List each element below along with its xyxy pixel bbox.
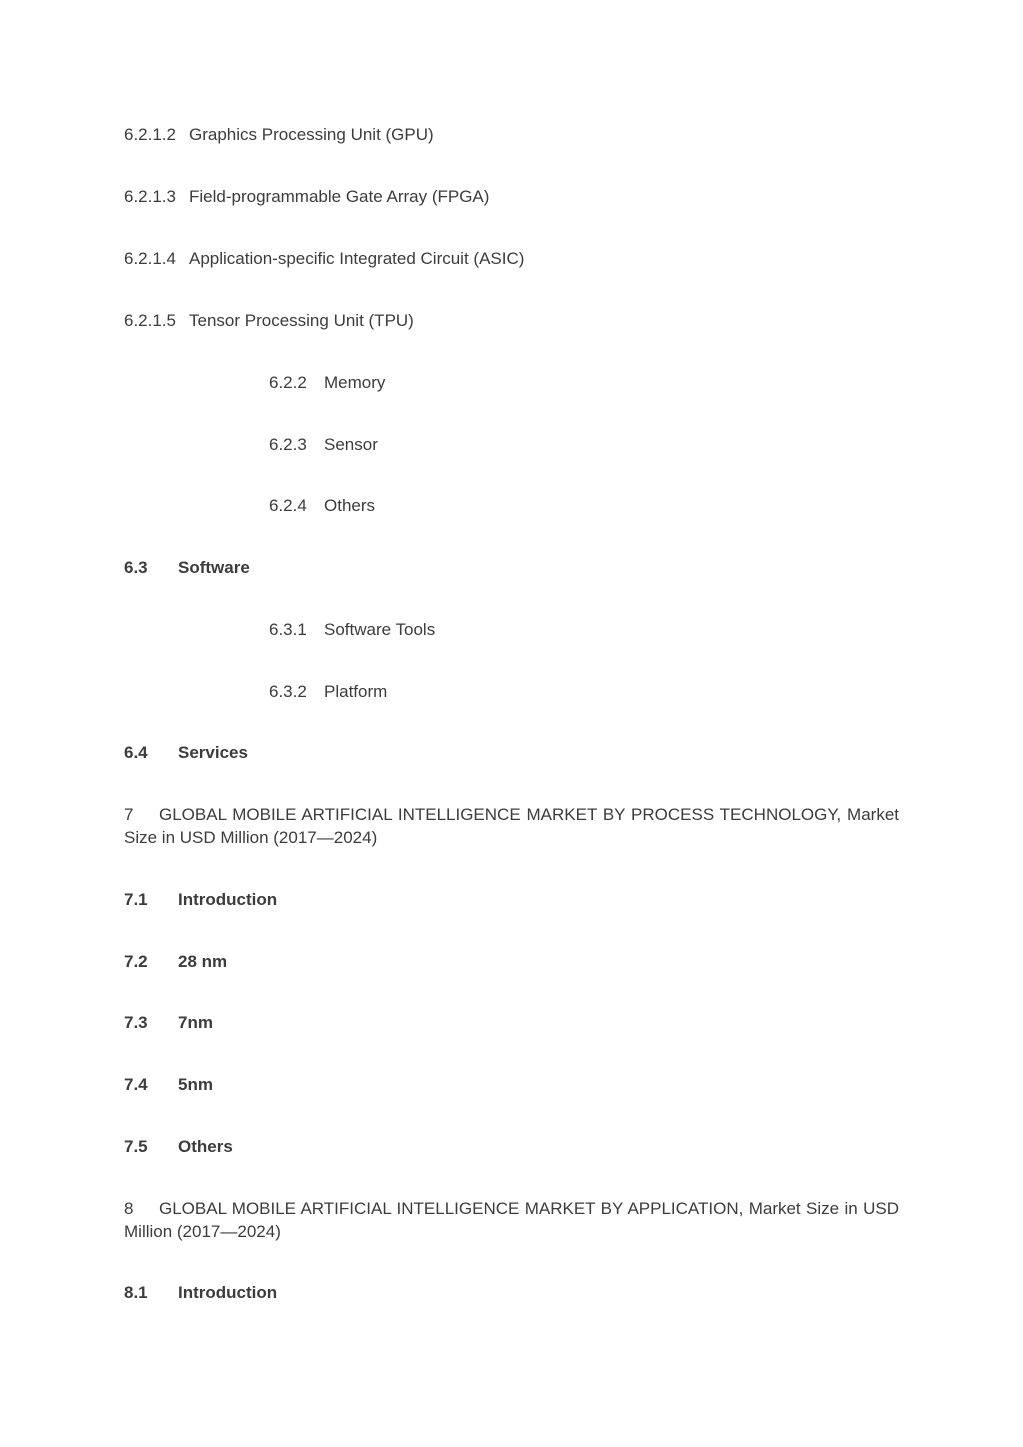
section-title: Introduction — [178, 890, 278, 909]
section-title: Software Tools — [324, 620, 436, 639]
section-title: Application-specific Integrated Circuit (ASIC) — [189, 249, 525, 268]
section-title: Memory — [324, 373, 386, 392]
section-title: Graphics Processing Unit (GPU) — [189, 125, 434, 144]
toc-entry — [124, 125, 434, 145]
section-title: Others — [178, 1137, 233, 1156]
section-number: 6.2.3 — [269, 435, 307, 454]
toc-entry — [124, 743, 248, 763]
section-title: Services — [178, 743, 248, 762]
section-number: 6.2.1.3 — [124, 187, 176, 206]
toc-entry — [269, 620, 435, 640]
section-title: 5nm — [178, 1075, 213, 1094]
toc-entry — [124, 1137, 233, 1157]
chapter-heading — [124, 803, 899, 849]
section-number: 7.5 — [124, 1137, 148, 1156]
section-number: 7.3 — [124, 1013, 148, 1032]
section-number: 6.3.1 — [269, 620, 307, 639]
section-title: Field-programmable Gate Array (FPGA) — [189, 187, 490, 206]
section-number: 6.4 — [124, 743, 148, 762]
section-number: 7.1 — [124, 890, 148, 909]
section-number: 6.3 — [124, 558, 148, 577]
toc-entry — [124, 311, 414, 331]
section-title: Software — [178, 558, 250, 577]
section-number: 6.2.4 — [269, 496, 307, 515]
toc-entry — [124, 952, 227, 972]
section-number: 7.2 — [124, 952, 148, 971]
toc-entry — [269, 682, 387, 702]
toc-entry — [124, 249, 524, 269]
toc-entry — [124, 1013, 213, 1033]
toc-entry — [124, 1075, 213, 1095]
section-number: 6.2.1.2 — [124, 125, 176, 144]
toc-entry — [269, 496, 375, 516]
section-title: 7nm — [178, 1013, 213, 1032]
toc-entry — [269, 435, 378, 455]
section-title: Platform — [324, 682, 388, 701]
chapter-title: GLOBAL MOBILE ARTIFICIAL INTELLIGENCE MARKET BY APPLICATION, Market Size in USD Million (2017—2024) — [124, 1199, 899, 1241]
section-title: Introduction — [178, 1283, 278, 1302]
section-number: 8.1 — [124, 1283, 148, 1302]
section-number: 6.2.1.5 — [124, 311, 176, 330]
section-number: 6.2.2 — [269, 373, 307, 392]
chapter-number: 8 — [124, 1199, 134, 1218]
section-title: Others — [324, 496, 376, 515]
section-title: Tensor Processing Unit (TPU) — [189, 311, 414, 330]
toc-entry — [124, 890, 277, 910]
section-title: 28 nm — [178, 952, 228, 971]
chapter-title: GLOBAL MOBILE ARTIFICIAL INTELLIGENCE MARKET BY PROCESS TECHNOLOGY, Market Size in USD Million (2017—2024) — [124, 805, 899, 847]
section-title: Sensor — [324, 435, 378, 454]
chapter-heading — [124, 1197, 899, 1243]
section-number: 7.4 — [124, 1075, 148, 1094]
toc-entry — [124, 1283, 277, 1303]
section-number: 6.2.1.4 — [124, 249, 176, 268]
toc-entry — [124, 187, 489, 207]
toc-entry — [269, 373, 385, 393]
chapter-number: 7 — [124, 805, 134, 824]
section-number: 6.3.2 — [269, 682, 307, 701]
toc-entry — [124, 558, 250, 578]
